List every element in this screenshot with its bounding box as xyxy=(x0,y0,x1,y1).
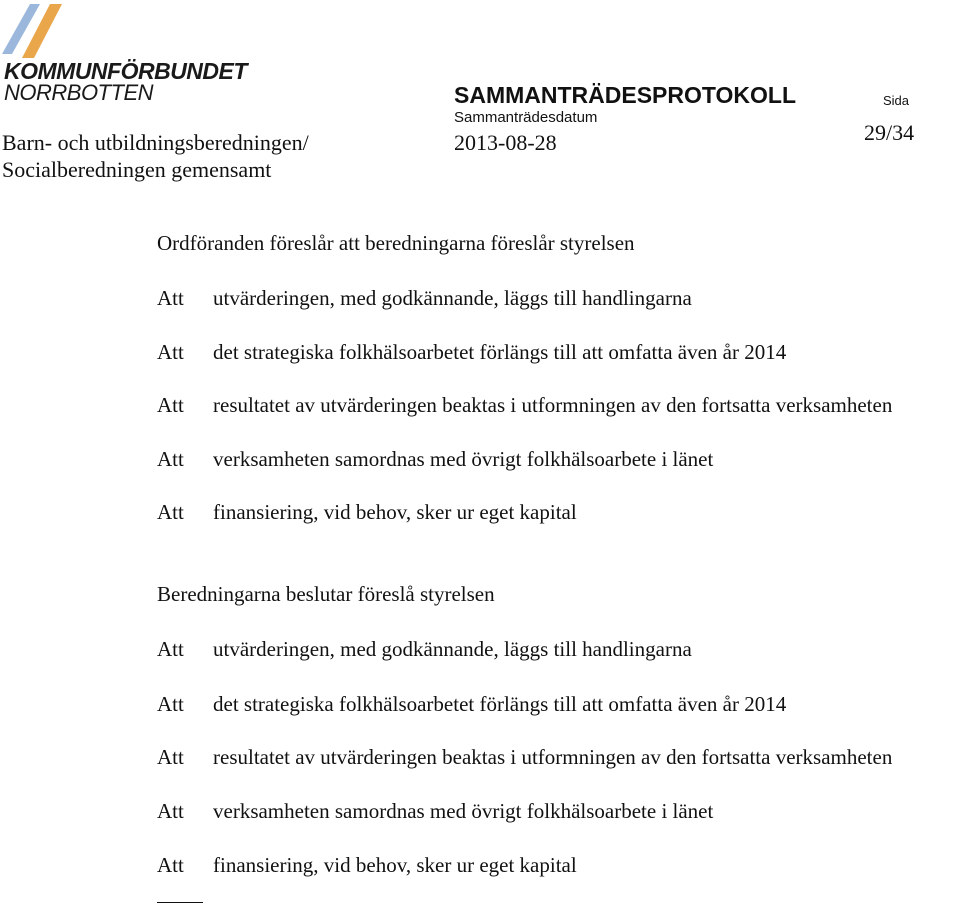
att-label: Att xyxy=(157,692,184,716)
decision-item: resultatet av utvärderingen beaktas i utformningen av den fortsatta verksamheten xyxy=(213,745,893,769)
decision-item: utvärderingen, med godkännande, läggs till handlingarna xyxy=(213,637,692,661)
proposal-item: resultatet av utvärderingen beaktas i utformningen av den fortsatta verksamheten xyxy=(213,393,893,417)
logo-text-line1: KOMMUNFÖRBUNDET xyxy=(4,58,247,84)
att-label: Att xyxy=(157,500,184,524)
page-label: Sida xyxy=(883,93,910,108)
page-number: 29/34 xyxy=(864,120,915,145)
decision-item: finansiering, vid behov, sker ur eget kapital xyxy=(213,853,577,877)
att-label: Att xyxy=(157,393,184,417)
decision-item: verksamheten samordnas med övrigt folkhälsoarbete i länet xyxy=(213,799,714,823)
proposal-item: finansiering, vid behov, sker ur eget kapital xyxy=(213,500,577,524)
committee-name-line1: Barn- och utbildningsberedningen/ xyxy=(2,130,309,155)
proposal-item: utvärderingen, med godkännande, läggs till handlingarna xyxy=(213,286,692,310)
decision-item: det strategiska folkhälsoarbetet förlängs till att omfatta även år 2014 xyxy=(213,692,787,716)
logo-text-line2: NORRBOTTEN xyxy=(4,80,153,105)
att-label: Att xyxy=(157,637,184,661)
committee-name-line2: Socialberedningen gemensamt xyxy=(2,157,272,182)
att-label: Att xyxy=(157,799,184,823)
document-title: SAMMANTRÄDESPROTOKOLL xyxy=(454,82,797,108)
section-intro: Ordföranden föreslår att beredningarna föreslår styrelsen xyxy=(157,231,635,255)
att-label: Att xyxy=(157,447,184,471)
att-label: Att xyxy=(157,745,184,769)
proposal-item: verksamheten samordnas med övrigt folkhälsoarbete i länet xyxy=(213,447,714,471)
end-divider xyxy=(157,902,203,903)
att-label: Att xyxy=(157,340,184,364)
meeting-date: 2013-08-28 xyxy=(454,130,557,155)
att-label: Att xyxy=(157,286,184,310)
kommunforbundet-logo-icon xyxy=(0,0,80,60)
section-intro: Beredningarna beslutar föreslå styrelsen xyxy=(157,582,495,606)
meeting-date-label: Sammanträdesdatum xyxy=(454,109,598,126)
proposal-item: det strategiska folkhälsoarbetet förlängs till att omfatta även år 2014 xyxy=(213,340,787,364)
att-label: Att xyxy=(157,853,184,877)
